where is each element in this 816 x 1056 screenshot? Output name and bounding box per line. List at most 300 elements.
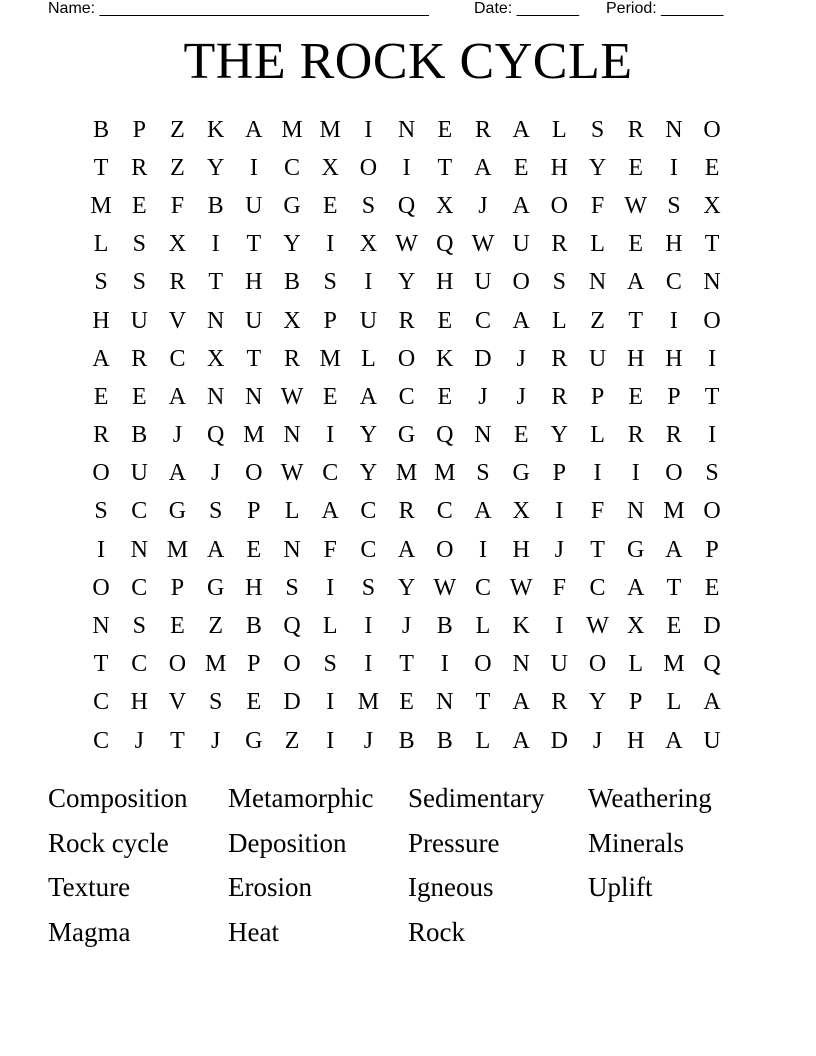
- grid-letter: Z: [284, 727, 300, 754]
- grid-letter: T: [666, 574, 682, 601]
- grid-letter: J: [478, 192, 488, 219]
- date-field-label: Date: _______: [474, 0, 579, 17]
- grid-letter: P: [132, 116, 146, 143]
- grid-letter: T: [704, 383, 720, 410]
- word-list-item: Heat: [228, 916, 279, 947]
- grid-letter: T: [704, 231, 720, 258]
- grid-letter: J: [516, 383, 526, 410]
- grid-letter: V: [168, 307, 187, 334]
- grid-letter: Y: [397, 574, 416, 601]
- grid-letter: G: [512, 460, 530, 487]
- grid-letter: N: [588, 269, 607, 296]
- word-list-item: Erosion: [228, 872, 312, 902]
- grid-letter: P: [323, 307, 337, 334]
- grid-letter: M: [204, 651, 227, 678]
- grid-letter: K: [512, 613, 530, 640]
- grid-letter: Y: [206, 154, 225, 181]
- grid-letter: M: [166, 536, 189, 563]
- grid-letter: C: [665, 269, 682, 296]
- grid-letter: U: [245, 307, 263, 334]
- grid-letter: H: [92, 307, 110, 334]
- grid-letter: M: [319, 345, 341, 372]
- grid-letter: J: [592, 727, 603, 754]
- grid-letter: L: [552, 307, 567, 334]
- word-list-item: Rock cycle: [48, 827, 169, 858]
- grid-letter: Q: [283, 613, 301, 640]
- grid-letter: Y: [359, 460, 378, 487]
- grid-letter: Z: [590, 307, 605, 334]
- grid-letter: S: [94, 498, 108, 525]
- grid-letter: R: [627, 422, 644, 449]
- grid-letter: J: [134, 727, 144, 754]
- word-list-item: Magma: [48, 916, 131, 947]
- grid-letter: A: [168, 383, 187, 410]
- grid-letter: H: [436, 269, 454, 296]
- grid-letter: O: [665, 460, 683, 487]
- grid-letter: A: [512, 307, 530, 334]
- grid-letter: U: [130, 460, 148, 487]
- grid-letter: Q: [703, 651, 721, 678]
- grid-letter: B: [207, 192, 224, 219]
- grid-letter: X: [512, 498, 530, 525]
- grid-letter: B: [436, 613, 453, 640]
- grid-letter: A: [665, 536, 683, 563]
- grid-letter: E: [322, 192, 338, 219]
- grid-letter: S: [285, 574, 299, 601]
- grid-letter: B: [436, 727, 453, 754]
- grid-letter: H: [550, 154, 569, 181]
- grid-letter: R: [551, 345, 568, 372]
- grid-letter: C: [131, 498, 148, 525]
- grid-letter: L: [322, 613, 338, 640]
- grid-letter: C: [284, 154, 301, 181]
- grid-letter: I: [669, 154, 678, 181]
- name-field-label: Name: _____________________________________: [48, 0, 429, 17]
- grid-letter: N: [283, 536, 301, 563]
- grid-letter: O: [550, 192, 569, 219]
- grid-letter: N: [512, 651, 530, 678]
- grid-letter: R: [169, 269, 186, 296]
- grid-letter: U: [512, 231, 530, 258]
- grid-letter: H: [245, 269, 263, 296]
- grid-letter: P: [705, 536, 719, 563]
- grid-letter: M: [663, 651, 685, 678]
- grid-letter: J: [210, 460, 221, 487]
- grid-letter: L: [361, 345, 376, 372]
- grid-letter: I: [364, 269, 373, 296]
- grid-letter: E: [93, 383, 109, 410]
- grid-letter: L: [475, 613, 491, 640]
- grid-letter: Q: [436, 422, 454, 449]
- grid-letter: C: [360, 498, 377, 525]
- grid-letter: S: [667, 192, 681, 219]
- grid-letter: A: [512, 727, 530, 754]
- grid-letter: E: [513, 154, 529, 181]
- grid-letter: I: [211, 231, 220, 258]
- grid-letter: E: [399, 689, 414, 716]
- grid-letter: H: [665, 345, 683, 372]
- grid-letter: A: [627, 269, 645, 296]
- grid-letter: M: [319, 116, 341, 143]
- grid-letter: T: [437, 154, 453, 181]
- grid-letter: A: [321, 498, 339, 525]
- grid-letter: V: [168, 689, 187, 716]
- grid-letter: G: [397, 422, 416, 449]
- word-list-item: Rock: [408, 916, 465, 947]
- grid-letter: P: [247, 498, 261, 525]
- word-search-grid: [82, 111, 731, 760]
- grid-letter: E: [704, 154, 720, 181]
- grid-letter: N: [627, 498, 645, 525]
- grid-letter: R: [398, 307, 415, 334]
- grid-letter: C: [589, 574, 606, 601]
- grid-letter: I: [326, 689, 335, 716]
- grid-letter: E: [628, 154, 644, 181]
- grid-letter: O: [512, 269, 530, 296]
- word-list-item: Weathering: [588, 783, 712, 813]
- grid-letter: H: [627, 345, 645, 372]
- grid-letter: W: [395, 231, 418, 258]
- grid-letter: S: [361, 192, 376, 219]
- grid-letter: F: [590, 192, 605, 219]
- grid-letter: P: [552, 460, 567, 487]
- grid-letter: I: [326, 422, 335, 449]
- grid-letter: P: [629, 689, 643, 716]
- word-list-item: Composition: [48, 783, 188, 813]
- grid-letter: I: [326, 727, 335, 754]
- grid-letter: S: [132, 231, 146, 258]
- grid-letter: A: [627, 574, 645, 601]
- grid-letter: C: [360, 536, 377, 563]
- grid-letter: H: [627, 727, 645, 754]
- grid-letter: E: [437, 116, 453, 143]
- grid-letter: A: [474, 154, 492, 181]
- grid-letter: J: [363, 727, 374, 754]
- grid-letter: J: [554, 536, 565, 563]
- grid-letter: L: [666, 689, 682, 716]
- grid-letter: S: [705, 460, 719, 487]
- grid-letter: A: [512, 689, 530, 716]
- grid-letter: Y: [359, 422, 378, 449]
- grid-letter: E: [170, 613, 185, 640]
- grid-letter: B: [131, 422, 148, 449]
- grid-letter: P: [247, 651, 261, 678]
- grid-letter: O: [703, 498, 721, 525]
- grid-letter: T: [399, 651, 414, 678]
- grid-letter: I: [364, 613, 373, 640]
- grid-letter: W: [280, 383, 304, 410]
- grid-letter: M: [281, 116, 303, 143]
- grid-letter: L: [628, 651, 644, 678]
- word-list: [48, 776, 768, 954]
- grid-letter: U: [245, 192, 263, 219]
- grid-letter: Y: [283, 231, 301, 258]
- grid-letter: R: [398, 498, 415, 525]
- grid-letter: L: [590, 231, 605, 258]
- grid-letter: X: [321, 154, 339, 181]
- grid-letter: S: [94, 269, 108, 296]
- grid-letter: R: [131, 345, 148, 372]
- word-list-item: Igneous: [408, 872, 494, 902]
- grid-letter: U: [550, 651, 569, 678]
- grid-letter: O: [588, 651, 607, 678]
- grid-letter: B: [245, 613, 262, 640]
- grid-letter: N: [474, 422, 492, 449]
- grid-letter: I: [402, 154, 411, 181]
- grid-letter: X: [359, 231, 378, 258]
- grid-letter: T: [208, 269, 223, 296]
- grid-letter: C: [474, 574, 491, 601]
- grid-letter: K: [206, 116, 225, 143]
- grid-letter: I: [326, 231, 335, 258]
- grid-letter: M: [357, 689, 380, 716]
- grid-letter: A: [245, 116, 263, 143]
- grid-letter: O: [245, 460, 263, 487]
- word-list-item: Deposition: [228, 827, 347, 858]
- grid-letter: X: [436, 192, 454, 219]
- grid-letter: I: [478, 536, 487, 563]
- grid-letter: G: [168, 498, 187, 525]
- grid-letter: I: [249, 154, 258, 181]
- grid-letter: N: [703, 269, 721, 296]
- grid-letter: H: [512, 536, 530, 563]
- grid-letter: S: [590, 116, 605, 143]
- grid-letter: M: [663, 498, 685, 525]
- grid-letter: L: [284, 498, 300, 525]
- grid-letter: R: [627, 116, 644, 143]
- grid-letter: O: [92, 460, 110, 487]
- grid-letter: Z: [170, 154, 185, 181]
- grid-letter: R: [551, 383, 568, 410]
- grid-letter: U: [359, 307, 378, 334]
- grid-letter: F: [552, 574, 567, 601]
- grid-letter: P: [170, 574, 185, 601]
- word-list-item: Pressure: [408, 827, 500, 858]
- grid-letter: X: [168, 231, 187, 258]
- grid-letter: J: [478, 383, 488, 410]
- grid-letter: L: [93, 231, 109, 258]
- grid-letter: T: [246, 345, 262, 372]
- grid-letter: B: [284, 269, 301, 296]
- grid-letter: B: [398, 727, 415, 754]
- grid-letter: E: [246, 536, 262, 563]
- grid-letter: T: [170, 727, 185, 754]
- grid-letter: D: [550, 727, 569, 754]
- grid-letter: E: [131, 192, 147, 219]
- grid-letter: E: [437, 383, 453, 410]
- grid-letter: C: [398, 383, 415, 410]
- grid-letter: A: [168, 460, 187, 487]
- grid-letter: T: [475, 689, 491, 716]
- grid-letter: T: [93, 651, 109, 678]
- grid-letter: A: [512, 116, 530, 143]
- grid-letter: R: [284, 345, 301, 372]
- grid-letter: O: [436, 536, 454, 563]
- grid-letter: R: [131, 154, 148, 181]
- word-list-item: Texture: [48, 872, 131, 902]
- grid-letter: M: [90, 192, 112, 219]
- grid-letter: M: [395, 460, 418, 487]
- grid-letter: A: [206, 536, 225, 563]
- grid-letter: W: [471, 231, 495, 258]
- grid-letter: J: [172, 422, 183, 449]
- grid-letter: O: [92, 574, 110, 601]
- grid-letter: N: [206, 383, 225, 410]
- grid-letter: I: [440, 651, 449, 678]
- grid-letter: S: [208, 498, 223, 525]
- grid-letter: I: [593, 460, 602, 487]
- grid-letter: E: [246, 689, 262, 716]
- grid-letter: C: [169, 345, 186, 372]
- grid-letter: T: [590, 536, 605, 563]
- grid-letter: T: [628, 307, 644, 334]
- grid-letter: C: [131, 574, 148, 601]
- grid-letter: N: [436, 689, 454, 716]
- grid-letter: O: [474, 651, 492, 678]
- grid-letter: O: [703, 116, 721, 143]
- grid-letter: W: [509, 574, 533, 601]
- grid-letter: I: [97, 536, 106, 563]
- grid-letter: M: [243, 422, 265, 449]
- grid-letter: R: [551, 689, 568, 716]
- grid-letter: W: [433, 574, 457, 601]
- grid-letter: Q: [397, 192, 416, 219]
- grid-letter: I: [631, 460, 640, 487]
- grid-letter: L: [475, 727, 491, 754]
- grid-letter: X: [283, 307, 301, 334]
- grid-letter: R: [551, 231, 568, 258]
- grid-letter: H: [245, 574, 263, 601]
- grid-letter: U: [703, 727, 721, 754]
- grid-letter: L: [590, 422, 605, 449]
- grid-letter: A: [474, 498, 492, 525]
- grid-letter: I: [555, 613, 564, 640]
- grid-letter: J: [210, 727, 221, 754]
- grid-letter: N: [130, 536, 148, 563]
- grid-letter: T: [246, 231, 262, 258]
- grid-letter: Z: [170, 116, 185, 143]
- grid-letter: X: [703, 192, 721, 219]
- grid-letter: O: [168, 651, 187, 678]
- grid-letter: W: [280, 460, 304, 487]
- grid-letter: N: [397, 116, 416, 143]
- grid-letter: M: [434, 460, 456, 487]
- grid-letter: I: [326, 574, 335, 601]
- grid-letter: N: [283, 422, 301, 449]
- grid-letter: Q: [436, 231, 454, 258]
- grid-letter: E: [628, 383, 644, 410]
- grid-letter: E: [437, 307, 453, 334]
- word-list-item: Uplift: [588, 872, 653, 902]
- grid-letter: I: [364, 651, 373, 678]
- grid-letter: O: [703, 307, 721, 334]
- grid-letter: I: [708, 422, 717, 449]
- grid-letter: G: [283, 192, 301, 219]
- grid-letter: Y: [588, 154, 607, 181]
- grid-letter: Y: [550, 422, 569, 449]
- grid-letter: S: [476, 460, 490, 487]
- grid-letter: I: [364, 116, 373, 143]
- grid-letter: C: [93, 689, 110, 716]
- grid-letter: N: [245, 383, 263, 410]
- grid-letter: A: [665, 727, 683, 754]
- grid-letter: R: [665, 422, 682, 449]
- grid-letter: U: [588, 345, 607, 372]
- grid-letter: R: [474, 116, 491, 143]
- grid-letter: I: [708, 345, 717, 372]
- grid-letter: D: [703, 613, 721, 640]
- grid-letter: C: [474, 307, 491, 334]
- period-field-label: Period: _______: [606, 0, 724, 17]
- grid-letter: I: [669, 307, 678, 334]
- grid-letter: E: [704, 574, 720, 601]
- grid-letter: S: [552, 269, 567, 296]
- grid-letter: F: [323, 536, 337, 563]
- grid-letter: J: [401, 613, 412, 640]
- grid-letter: P: [590, 383, 605, 410]
- grid-letter: C: [436, 498, 453, 525]
- grid-letter: G: [627, 536, 645, 563]
- grid-letter: X: [206, 345, 225, 372]
- grid-letter: C: [322, 460, 339, 487]
- grid-letter: C: [131, 651, 148, 678]
- grid-letter: T: [93, 154, 109, 181]
- grid-letter: O: [397, 345, 416, 372]
- word-list-item: Minerals: [588, 827, 684, 858]
- grid-letter: A: [703, 689, 721, 716]
- grid-letter: U: [130, 307, 148, 334]
- grid-letter: S: [323, 269, 337, 296]
- grid-letter: H: [130, 689, 148, 716]
- grid-letter: Z: [208, 613, 223, 640]
- grid-letter: K: [436, 345, 454, 372]
- grid-letter: C: [93, 727, 110, 754]
- grid-letter: L: [552, 116, 567, 143]
- grid-letter: D: [474, 345, 492, 372]
- grid-letter: X: [627, 613, 645, 640]
- grid-letter: S: [132, 613, 146, 640]
- grid-letter: E: [628, 231, 644, 258]
- grid-letter: A: [397, 536, 416, 563]
- grid-letter: A: [512, 192, 530, 219]
- grid-letter: S: [208, 689, 223, 716]
- grid-letter: N: [206, 307, 225, 334]
- page-title: THE ROCK CYCLE: [183, 33, 633, 90]
- grid-letter: G: [245, 727, 263, 754]
- word-list-item: Metamorphic: [228, 783, 374, 813]
- grid-letter: H: [665, 231, 683, 258]
- header-line: [0, 0, 816, 20]
- grid-letter: O: [359, 154, 378, 181]
- grid-letter: Y: [397, 269, 416, 296]
- grid-letter: S: [361, 574, 376, 601]
- grid-letter: Q: [206, 422, 225, 449]
- grid-letter: N: [92, 613, 110, 640]
- grid-letter: O: [283, 651, 301, 678]
- grid-letter: F: [170, 192, 185, 219]
- grid-letter: U: [474, 269, 492, 296]
- grid-letter: D: [283, 689, 301, 716]
- grid-letter: S: [323, 651, 337, 678]
- grid-letter: E: [666, 613, 682, 640]
- grid-letter: W: [586, 613, 609, 640]
- grid-letter: E: [513, 422, 529, 449]
- grid-letter: A: [92, 345, 110, 372]
- word-list-item: Sedimentary: [408, 783, 545, 813]
- grid-letter: J: [516, 345, 526, 372]
- grid-letter: G: [206, 574, 225, 601]
- grid-letter: N: [665, 116, 683, 143]
